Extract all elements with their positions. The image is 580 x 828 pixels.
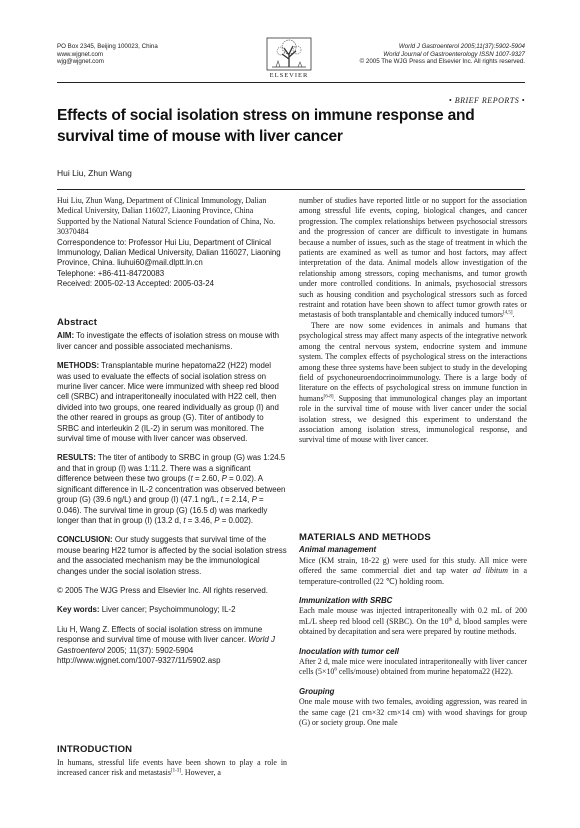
intro-paragraph-1 <box>299 196 527 321</box>
affiliation-block <box>57 196 287 290</box>
methods-text: After 2 d, male mice were inoculated intraperitoneally with liver cancer cells (5×10 <box>299 657 527 677</box>
abstract-aim <box>57 331 287 352</box>
header-divider <box>57 82 525 83</box>
aim-label: AIM: <box>57 331 75 341</box>
intro-text: There are now some evidences in animals and humans that psychological stress may affect many aspects of the integrative network among the central nervous system, endocrine system and immune system. The complex effects of psychological stress on the interactions among these three systems have been subject to study in the developing field of psychoneuroendocrinoimmunology. There is a large body of literature on the effects of psychological stress on immune function in humans <box>299 320 527 403</box>
address-line: PO Box 2345, Beijing 100023, China <box>57 43 158 50</box>
funding-text: Supported by the National Natural Science Foundation of China, No. 30370484 <box>57 216 276 237</box>
methods-text: Mice (KM strain, 18-22 g) were used for this study. All mice were offered the same commercial diet and tap water <box>299 555 527 576</box>
inoculation-heading: Inoculation with tumor cell <box>299 646 399 656</box>
grouping-heading: Grouping <box>299 686 335 696</box>
received-dates: Received: 2005-02-13 Accepted: 2005-03-24 <box>57 279 215 289</box>
stat-symbol: P <box>214 515 220 525</box>
article-type-badge: • BRIEF REPORTS • <box>448 96 525 105</box>
journal-issn: World Journal of Gastroenterology ISSN 1007-9327 <box>383 50 525 58</box>
superscript: 6 <box>334 667 337 673</box>
aim-text: To investigate the effects of isolation stress on mouse with liver cancer and possible associated mechanisms. <box>57 331 280 351</box>
methods-section <box>299 533 527 729</box>
stat-symbol: t <box>190 474 193 484</box>
citation <box>57 625 287 667</box>
superscript: th <box>448 617 453 623</box>
inoculation-text <box>299 657 527 678</box>
elsevier-tree-icon <box>266 37 312 71</box>
methods-text: Transplantable murine hepatoma22 (H22) model was used to evaluate the effects of social isolation stress on murine liver cancer. Mice were immunized with sheep red blood cell (SRBC) and intraperitoneally inoculated with H22 cell, then divided into two groups, one reared individually as group (I) and the other reared in groups as group (G). Titer of antibody to SRBC and interleukin 2 (IL-2) in serum was monitored. The survival time of mouse with liver cancer was observed. <box>57 361 279 444</box>
methods-text: Each male mouse was injected intraperitoneally with 0.2 mL of 200 mL/L sheep red blood cell (SRBC). On the 10 <box>299 606 527 626</box>
stat-symbol: P <box>251 495 257 505</box>
methods-text: d, blood samples were obtained by decapitation and sera were prepared by routine methods. <box>299 616 527 637</box>
results-text: = 0.002). <box>219 515 254 525</box>
stat-symbol: P <box>221 474 227 484</box>
methods-text: cells/mouse) obtained from murine hepatoma22 (H22). <box>336 667 513 677</box>
citation-ref[interactable]: [6-8] <box>323 394 334 400</box>
intro-paragraph-2 <box>299 321 527 446</box>
citation-ref[interactable]: [1-3] <box>170 768 181 774</box>
abstract-section <box>57 318 287 666</box>
introduction-text-start <box>57 758 287 789</box>
results-text: = 0.02). A significant difference in IL-2 concentration was observed between group (G) (39.6 ng/L) and group (I) (47.1 ng/L, <box>57 474 286 505</box>
journal-volume: World J Gastroenterol 2005;11(37):5902-5904 <box>398 43 525 50</box>
immunization-heading: Immunization with SRBC <box>299 596 393 606</box>
stat-symbol: t <box>183 515 186 525</box>
introduction-continued <box>299 196 527 446</box>
intro-text: number of studies have reported little or no support for the association among stressful life events, coping, biological changes, and cancer progression. The complex relationships between psychosocial stressors and the progression of cancer are difficult to investigate in humans because a number of issues, such as the stage of treatment in which the patients are examined as well as tumor and host factors, may affect interpretation of the data. Animal models allow investigation of the relationship among stressors, coping mechanisms, and tumor growth under more controlled conditions. In animals, psychosocial stressors such as housing condition and psychological stressors such as forced restraint and rotation have been shown to affect tumor growth rates or metastasis of both transplantable and chemically induced tumors <box>299 196 527 320</box>
telephone-text: Telephone: +86-411-84720083 <box>57 268 165 278</box>
intro-text: . However, a <box>180 768 221 778</box>
email-link[interactable]: wjg@wjgnet.com <box>57 58 104 66</box>
affiliation-text: Hui Liu, Zhun Wang, Department of Clinical Immunology, Dalian Medical University, Dalian 116027, Liaoning Province, China <box>57 196 267 216</box>
intro-text: . Supposing that immunological changes play an important role in the survival time of mouse with liver cancer under the social isolation stress, we designed this experiment to understand the association among isolation stress, immunological response, and survival time of mouse with liver cancer. <box>299 393 527 445</box>
methods-label: METHODS: <box>57 361 100 371</box>
stat-symbol: t <box>220 495 223 505</box>
keywords-label: Key words: <box>57 605 100 615</box>
keywords-text: Liver cancer; Psychoimmunology; IL-2 <box>99 605 236 615</box>
abstract-copyright: © 2005 The WJG Press and Elsevier Inc. All rights reserved. <box>57 585 268 595</box>
citation-journal: World J Gastroenterol <box>57 635 275 655</box>
abstract-results <box>57 453 287 526</box>
intro-text: . <box>512 310 515 320</box>
conclusion-text: Our study suggests that survival time of the mouse bearing H22 tumor is affected by the social isolation stress and the associated mechanism may be the immunological changes under the social isolation stress. <box>57 535 287 576</box>
author-list: Hui Liu, Zhun Wang <box>57 168 132 178</box>
results-text: = 3.46, <box>185 515 215 525</box>
journal-address <box>57 43 207 66</box>
journal-citation-header <box>340 43 525 66</box>
results-text: = 2.60, <box>192 474 222 484</box>
methods-italic: ad libitum <box>472 566 508 576</box>
abstract-methods <box>57 361 287 444</box>
publisher-name: ELSEVIER <box>269 72 309 79</box>
results-text: The titer of antibody to SRBC in group (G) was 1:24.5 and that in group (I) was 1:11.2. There was a significant difference between these two groups ( <box>57 453 286 484</box>
abstract-heading: Abstract <box>57 317 98 328</box>
introduction-heading: INTRODUCTION <box>57 744 133 755</box>
results-text: = 0.046). The survival time in group (G) (16.5 d) was markedly longer than that in group (I) (13.2 d, <box>57 495 268 525</box>
keywords <box>57 605 287 615</box>
introduction-section <box>57 744 287 789</box>
animal-management-heading: Animal management <box>299 545 377 555</box>
citation-url-link[interactable]: http://www.wjgnet.com/1007-9327/11/5902.asp <box>57 655 221 665</box>
citation-text: 2005; 11(37): 5902-5904 <box>104 645 194 655</box>
intro-text: In humans, stressful life events have been shown to play a role in increased cancer risk and metastasis <box>57 758 287 778</box>
citation-ref[interactable]: [4,5] <box>503 310 513 316</box>
animal-management-text <box>299 556 527 587</box>
author-divider <box>57 189 525 190</box>
website-link[interactable]: www.wjgnet.com <box>57 50 104 58</box>
citation-text: Liu H, Wang Z. Effects of social isolation stress on immune response and survival time of mouse with liver cancer. <box>57 624 263 645</box>
results-label: RESULTS: <box>57 453 96 463</box>
methods-heading: MATERIALS AND METHODS <box>299 532 431 543</box>
immunization-text <box>299 606 527 637</box>
abstract-conclusion <box>57 535 287 577</box>
correspondence-text: Correspondence to: Professor Hui Liu, Department of Clinical Immunology, Dalian Medical University, Dalian 116027, Liaoning Province, China. liuhui60@mail.dlptt.ln.cn <box>57 237 281 268</box>
article-title: Effects of social isolation stress on immune response and survival time of mouse with liver cancer <box>57 107 475 145</box>
journal-copyright: © 2005 The WJG Press and Elsevier Inc. All rights reserved. <box>359 58 525 66</box>
publisher-logo <box>256 37 322 79</box>
methods-text: in a temperature-controlled (22 ℃) holding room. <box>299 566 527 586</box>
grouping-text: One male mouse with two females, avoiding aggression, was reared in the same cage (21 cm×32 cm×14 cm) with wood shavings for group (G) or society group. One male <box>299 697 527 728</box>
results-text: = 2.14, <box>222 495 252 505</box>
conclusion-label: CONCLUSION: <box>57 535 113 545</box>
